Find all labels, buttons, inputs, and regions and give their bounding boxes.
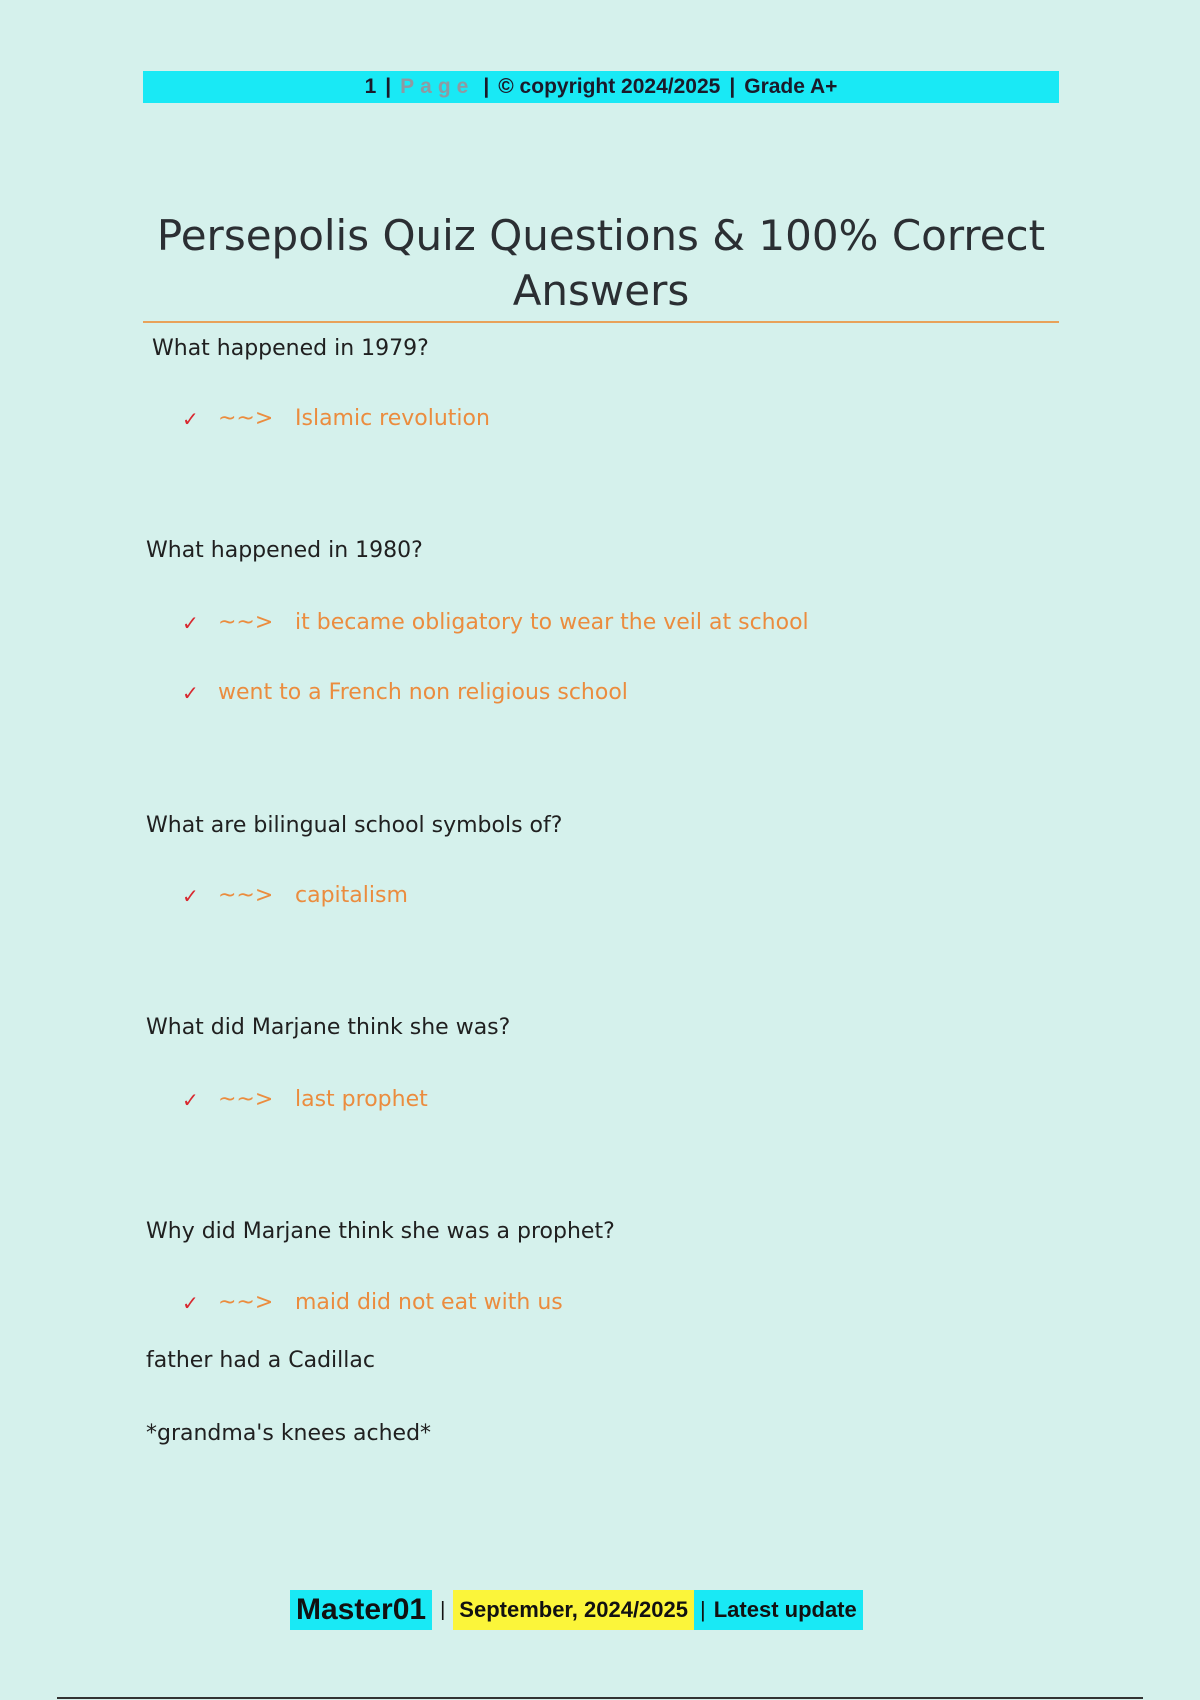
answer-3-1 (182, 883, 408, 908)
answer-1-1 (182, 406, 490, 431)
question-4: What did Marjane think she was? (146, 1015, 511, 1040)
checkmark-icon: ✓ (182, 1087, 199, 1112)
checkmark-icon: ✓ (182, 610, 199, 635)
page-number: 1 (364, 75, 377, 98)
answer-5-1 (182, 1290, 563, 1315)
checkmark-icon: ✓ (182, 406, 199, 431)
arrow-marker: ~~> (218, 1087, 274, 1112)
footer-separator: | (440, 1598, 446, 1621)
grade-text: Grade A+ (744, 75, 838, 98)
question-1: What happened in 1979? (152, 336, 429, 361)
answer-4-1 (182, 1087, 428, 1112)
answer-text: capitalism (295, 883, 408, 908)
answer-text: went to a French non religious school (218, 680, 628, 705)
answer-text: it became obligatory to wear the veil at school (295, 610, 809, 635)
footer-update-text: Latest update (713, 1597, 857, 1622)
arrow-marker: ~~> (218, 883, 274, 908)
document-title: Persepolis Quiz Questions & 100% Correct Answers (156, 211, 1046, 315)
page-footer (290, 1590, 863, 1630)
extra-line-1: father had a Cadillac (146, 1348, 375, 1373)
question-3: What are bilingual school symbols of? (146, 813, 563, 838)
checkmark-icon: ✓ (182, 1290, 199, 1315)
header-separator: | (385, 75, 392, 98)
footer-divider (57, 1697, 1143, 1699)
title-divider (143, 321, 1059, 323)
footer-update-badge (694, 1590, 863, 1630)
copyright-text: © copyright 2024/2025 (498, 75, 721, 98)
checkmark-icon: ✓ (182, 680, 199, 705)
page-label: Page (400, 75, 475, 98)
footer-date: September, 2024/2025 (453, 1590, 694, 1630)
answer-2-2 (182, 680, 628, 705)
header-separator: | (483, 75, 490, 98)
page-header-bar (143, 71, 1059, 103)
arrow-marker: ~~> (218, 1290, 274, 1315)
header-separator: | (729, 75, 736, 98)
answer-2-1 (182, 610, 809, 635)
question-5: Why did Marjane think she was a prophet? (146, 1219, 615, 1244)
question-2: What happened in 1980? (146, 538, 423, 563)
footer-brand: Master01 (290, 1590, 432, 1630)
answer-text: Islamic revolution (295, 406, 490, 431)
answer-text: last prophet (295, 1087, 428, 1112)
answer-text: maid did not eat with us (295, 1290, 563, 1315)
arrow-marker: ~~> (218, 610, 274, 635)
extra-line-2: *grandma's knees ached* (146, 1421, 432, 1446)
checkmark-icon: ✓ (182, 883, 199, 908)
arrow-marker: ~~> (218, 406, 274, 431)
footer-separator: | (700, 1597, 706, 1622)
